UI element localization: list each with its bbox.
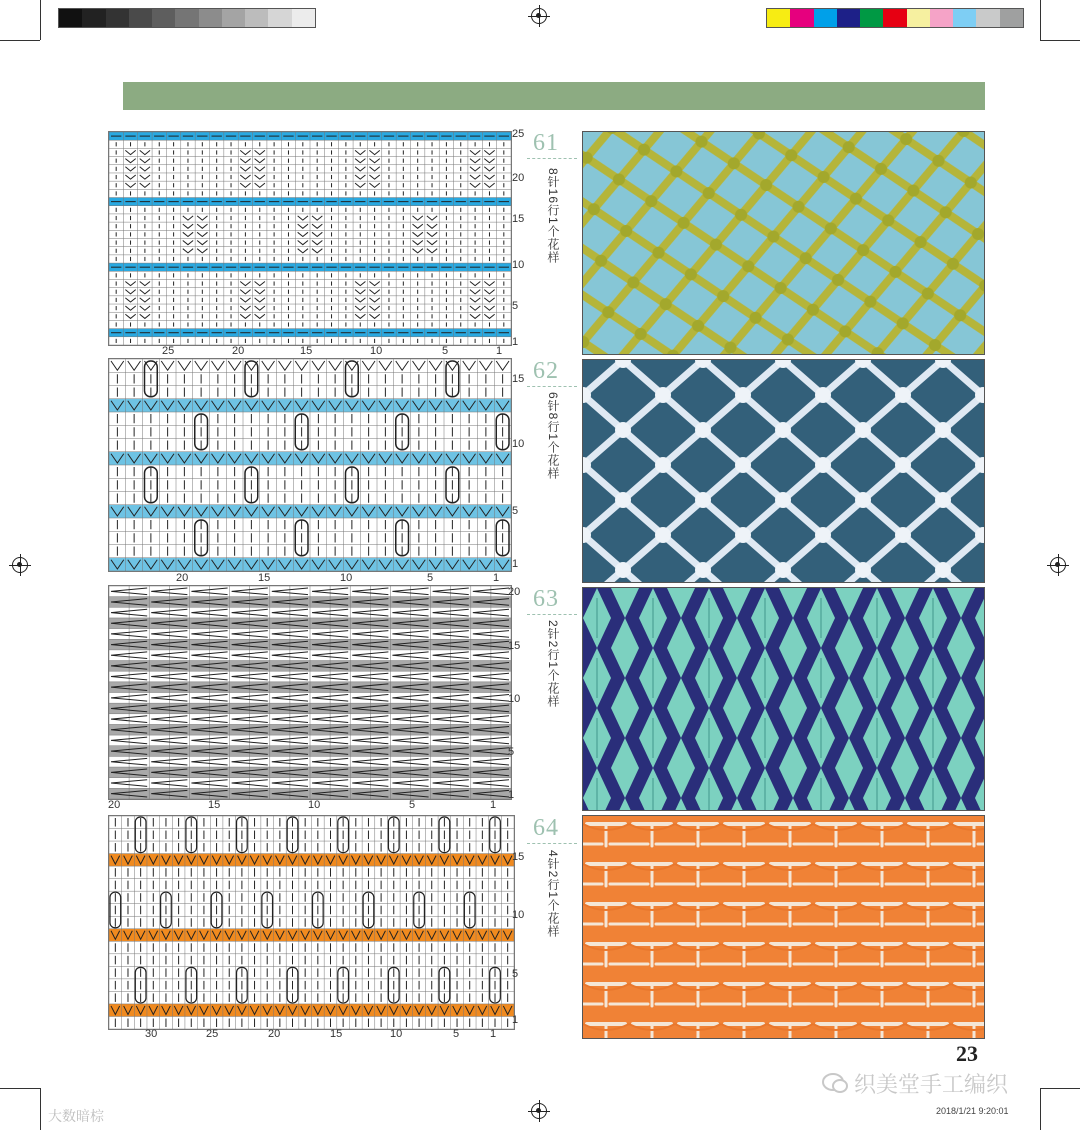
slip-symbol <box>312 249 322 253</box>
slip-symbol <box>369 298 379 302</box>
row-label: 25 <box>512 128 525 140</box>
slip-symbol <box>255 175 265 179</box>
watermark-text: 织美堂手工编织 <box>854 1073 1009 1098</box>
page-number: 23 <box>956 1041 978 1066</box>
color-swatch <box>837 9 860 27</box>
slip-symbol <box>255 281 265 285</box>
row-label: 5 <box>508 746 515 758</box>
slip-symbol <box>240 150 250 154</box>
slip-symbol <box>240 183 250 187</box>
slip-symbol <box>427 241 437 245</box>
row-label: 10 <box>512 909 525 921</box>
col-label: 20 <box>108 799 121 811</box>
slip-symbol <box>140 290 150 294</box>
slip-symbol <box>240 298 250 302</box>
slip-symbol <box>396 361 409 370</box>
col-label: 25 <box>162 345 175 357</box>
col-label: 5 <box>427 572 434 584</box>
pattern-caption: 8针16行1个花样 <box>546 168 560 264</box>
slip-symbol <box>463 361 476 370</box>
slip-symbol <box>240 175 250 179</box>
gray-swatch <box>175 9 198 27</box>
slip-symbol <box>195 361 208 370</box>
slip-symbol <box>312 216 322 220</box>
color-swatch <box>860 9 883 27</box>
slip-symbol <box>496 361 509 370</box>
col-label: 20 <box>176 572 189 584</box>
slip-symbol <box>128 361 141 370</box>
col-label: 25 <box>206 1028 219 1040</box>
slip-symbol <box>329 361 342 370</box>
slip-symbol <box>484 290 494 294</box>
slip-symbol <box>125 298 135 302</box>
photo-swatch-63 <box>582 587 985 811</box>
row-label: 5 <box>512 300 519 312</box>
chart-61 <box>108 131 512 346</box>
slip-symbol <box>484 175 494 179</box>
slip-symbol <box>480 361 493 370</box>
pattern-number: 61 <box>533 130 559 156</box>
col-label: 15 <box>300 345 313 357</box>
slip-symbol <box>140 314 150 318</box>
gray-swatch <box>292 9 315 27</box>
row-label: 15 <box>508 640 521 652</box>
slip-symbol <box>355 281 365 285</box>
divider <box>527 843 577 844</box>
slip-symbol <box>255 167 265 171</box>
slip-symbol <box>427 224 437 228</box>
photo-swatch-64 <box>582 815 985 1039</box>
slip-symbol <box>298 216 308 220</box>
row-label: 1 <box>512 558 519 570</box>
slip-symbol <box>125 281 135 285</box>
color-swatch <box>883 9 906 27</box>
divider <box>527 386 577 387</box>
col-label: 10 <box>308 799 321 811</box>
slip-symbol <box>240 306 250 310</box>
slip-symbol <box>255 159 265 163</box>
row-label: 10 <box>512 438 525 450</box>
col-label: 20 <box>232 345 245 357</box>
crop-mark <box>0 1088 40 1089</box>
slip-symbol <box>484 298 494 302</box>
color-swatch <box>953 9 976 27</box>
row-label: 15 <box>512 851 525 863</box>
slip-symbol <box>140 167 150 171</box>
chart-64 <box>108 815 515 1030</box>
slip-symbol <box>355 159 365 163</box>
slip-symbol <box>369 290 379 294</box>
col-label: 15 <box>208 799 221 811</box>
slip-symbol <box>178 361 191 370</box>
slip-symbol <box>255 183 265 187</box>
slip-symbol <box>125 306 135 310</box>
col-label: 20 <box>268 1028 281 1040</box>
row-label: 10 <box>508 693 521 705</box>
slip-symbol <box>470 175 480 179</box>
gray-swatch <box>222 9 245 27</box>
slip-symbol <box>355 167 365 171</box>
registration-mark-bottom <box>531 1103 547 1119</box>
pattern-number: 64 <box>533 815 559 841</box>
crop-mark <box>1040 1088 1041 1130</box>
slip-symbol <box>183 249 193 253</box>
col-label: 5 <box>453 1028 460 1040</box>
slip-symbol <box>140 298 150 302</box>
slip-symbol <box>298 232 308 236</box>
pattern-caption: 4针2行1个花样 <box>546 850 560 939</box>
slip-symbol <box>255 298 265 302</box>
photo-swatch-62 <box>582 359 985 583</box>
slip-symbol <box>140 159 150 163</box>
slip-symbol <box>262 361 275 370</box>
slip-symbol <box>197 224 207 228</box>
registration-mark-left <box>12 557 28 573</box>
slip-symbol <box>197 241 207 245</box>
slip-symbol <box>125 314 135 318</box>
slip-symbol <box>355 298 365 302</box>
chart-62 <box>108 358 512 572</box>
slip-symbol <box>413 249 423 253</box>
slip-symbol <box>255 150 265 154</box>
pattern-caption: 2针2行1个花样 <box>546 620 560 709</box>
color-swatch <box>767 9 790 27</box>
header-band-scallop <box>123 106 985 114</box>
row-label: 1 <box>512 336 519 348</box>
slip-symbol <box>413 241 423 245</box>
slip-symbol <box>111 361 124 370</box>
slip-symbol <box>298 249 308 253</box>
crop-mark <box>1040 40 1080 41</box>
registration-mark-right <box>1050 557 1066 573</box>
wechat-icon <box>822 1072 848 1094</box>
slip-symbol <box>484 159 494 163</box>
slip-symbol <box>312 224 322 228</box>
slip-symbol <box>470 183 480 187</box>
crop-mark <box>1040 1088 1080 1089</box>
slip-symbol <box>125 183 135 187</box>
crop-mark <box>40 0 41 40</box>
slip-symbol <box>183 224 193 228</box>
pattern-number: 63 <box>533 586 559 612</box>
slip-symbol <box>484 167 494 171</box>
slip-symbol <box>355 306 365 310</box>
slip-symbol <box>355 290 365 294</box>
slip-symbol <box>125 290 135 294</box>
slip-symbol <box>183 216 193 220</box>
col-label: 15 <box>258 572 271 584</box>
slip-symbol <box>484 183 494 187</box>
slip-symbol <box>484 150 494 154</box>
row-label: 20 <box>508 586 521 598</box>
slip-symbol <box>470 314 480 318</box>
slip-symbol <box>240 314 250 318</box>
slip-symbol <box>125 150 135 154</box>
crop-mark <box>1040 0 1041 40</box>
slip-symbol <box>413 232 423 236</box>
slip-symbol <box>312 241 322 245</box>
slip-symbol <box>470 290 480 294</box>
slip-symbol <box>413 224 423 228</box>
color-swatch <box>790 9 813 27</box>
color-swatch <box>976 9 999 27</box>
color-swatch <box>930 9 953 27</box>
slip-symbol <box>312 232 322 236</box>
slip-symbol <box>355 314 365 318</box>
slip-symbol <box>484 314 494 318</box>
row-label: 1 <box>512 1014 519 1026</box>
slip-symbol <box>470 306 480 310</box>
footer-left-text: 大数暗棕 <box>48 1108 104 1124</box>
divider <box>527 614 577 615</box>
gray-swatch <box>199 9 222 27</box>
slip-symbol <box>369 183 379 187</box>
row-label: 20 <box>512 172 525 184</box>
grayscale-calibration-bar <box>58 8 316 28</box>
color-calibration-bar <box>766 8 1024 28</box>
gray-swatch <box>268 9 291 27</box>
color-swatch <box>1000 9 1023 27</box>
slip-symbol <box>197 232 207 236</box>
slip-symbol <box>484 306 494 310</box>
slip-symbol <box>369 306 379 310</box>
slip-symbol <box>140 175 150 179</box>
gray-swatch <box>59 9 82 27</box>
slip-symbol <box>427 232 437 236</box>
slip-symbol <box>298 241 308 245</box>
col-label: 15 <box>330 1028 343 1040</box>
color-swatch <box>814 9 837 27</box>
slip-symbol <box>125 159 135 163</box>
slip-symbol <box>429 361 442 370</box>
slip-symbol <box>413 361 426 370</box>
slip-symbol <box>255 290 265 294</box>
slip-symbol <box>355 183 365 187</box>
slip-symbol <box>240 167 250 171</box>
gray-swatch <box>245 9 268 27</box>
slip-symbol <box>183 241 193 245</box>
slip-symbol <box>161 361 174 370</box>
slip-symbol <box>427 249 437 253</box>
gray-swatch <box>129 9 152 27</box>
row-label: 1 <box>508 789 515 801</box>
col-label: 10 <box>370 345 383 357</box>
slip-symbol <box>369 281 379 285</box>
crop-mark <box>0 40 40 41</box>
slip-symbol <box>197 249 207 253</box>
slip-symbol <box>369 167 379 171</box>
col-label: 1 <box>490 799 497 811</box>
slip-symbol <box>312 361 325 370</box>
gray-swatch <box>152 9 175 27</box>
slip-symbol <box>140 183 150 187</box>
slip-symbol <box>240 281 250 285</box>
slip-symbol <box>295 361 308 370</box>
row-label: 5 <box>512 505 519 517</box>
divider <box>527 158 577 159</box>
col-label: 5 <box>409 799 416 811</box>
slip-symbol <box>470 298 480 302</box>
col-label: 30 <box>145 1028 158 1040</box>
col-label: 5 <box>442 345 449 357</box>
pattern-caption: 6针8行1个花样 <box>546 392 560 481</box>
slip-symbol <box>470 150 480 154</box>
slip-symbol <box>355 175 365 179</box>
slip-symbol <box>255 306 265 310</box>
slip-symbol <box>484 281 494 285</box>
slip-symbol <box>298 224 308 228</box>
registration-mark-top <box>531 8 547 24</box>
col-label: 1 <box>493 572 500 584</box>
pattern-number: 62 <box>533 358 559 384</box>
color-swatch <box>907 9 930 27</box>
gray-swatch <box>82 9 105 27</box>
slip-symbol <box>125 175 135 179</box>
slip-symbol <box>183 232 193 236</box>
col-label: 10 <box>340 572 353 584</box>
col-label: 1 <box>496 345 503 357</box>
slip-symbol <box>427 216 437 220</box>
slip-symbol <box>212 361 225 370</box>
photo-swatch-61 <box>582 131 985 355</box>
slip-symbol <box>369 175 379 179</box>
slip-symbol <box>140 306 150 310</box>
slip-symbol <box>240 290 250 294</box>
slip-symbol <box>140 150 150 154</box>
slip-symbol <box>470 167 480 171</box>
slip-symbol <box>369 314 379 318</box>
slip-symbol <box>279 361 292 370</box>
slip-symbol <box>369 159 379 163</box>
row-label: 15 <box>512 213 525 225</box>
slip-symbol <box>355 150 365 154</box>
slip-symbol <box>362 361 375 370</box>
crop-mark <box>40 1088 41 1130</box>
gray-swatch <box>106 9 129 27</box>
slip-symbol <box>197 216 207 220</box>
slip-symbol <box>379 361 392 370</box>
slip-symbol <box>255 314 265 318</box>
slip-symbol <box>125 167 135 171</box>
slip-symbol <box>413 216 423 220</box>
slip-symbol <box>240 159 250 163</box>
footer-timestamp: 2018/1/21 9:20:01 <box>936 1106 1009 1116</box>
slip-symbol <box>470 281 480 285</box>
slip-symbol <box>228 361 241 370</box>
row-label: 5 <box>512 968 519 980</box>
col-label: 10 <box>390 1028 403 1040</box>
col-label: 1 <box>490 1028 497 1040</box>
row-label: 15 <box>512 373 525 385</box>
row-label: 10 <box>512 259 525 271</box>
slip-symbol <box>369 150 379 154</box>
slip-symbol <box>470 159 480 163</box>
slip-symbol <box>140 281 150 285</box>
